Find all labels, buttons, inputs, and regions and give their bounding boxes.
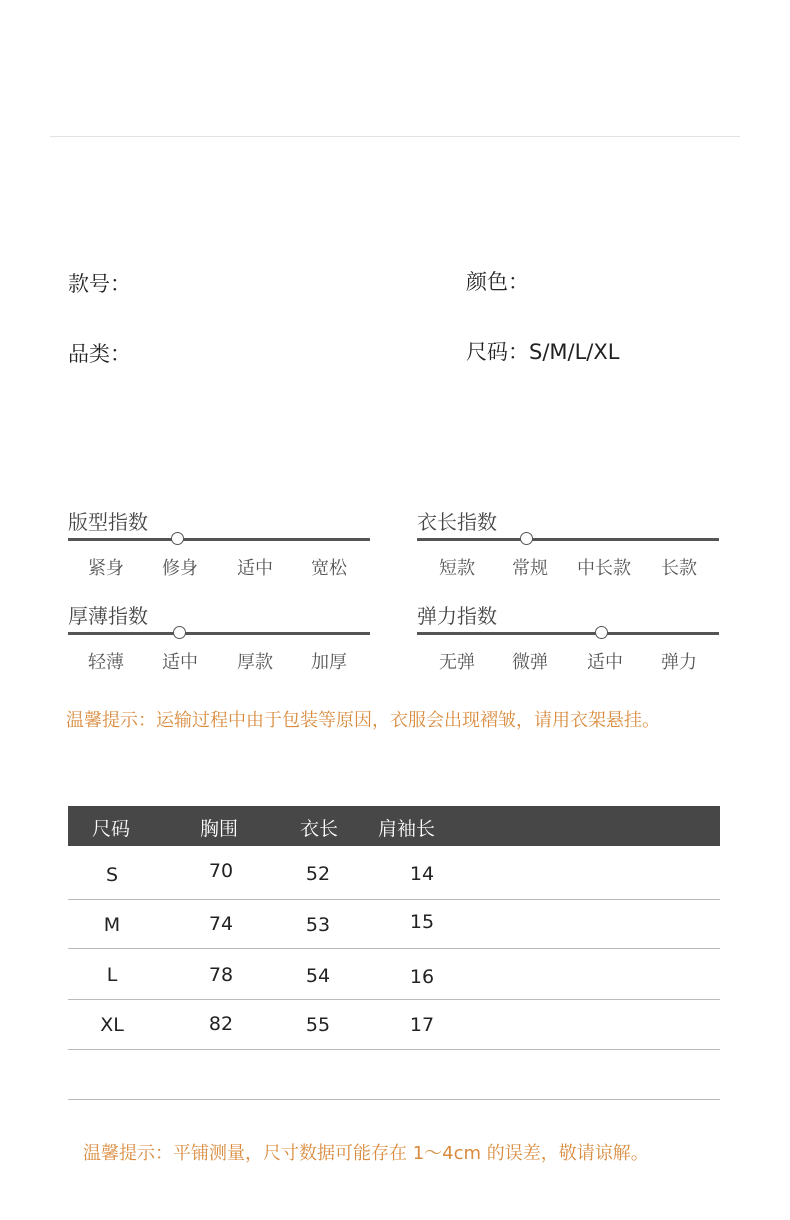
table-cell: 15 xyxy=(409,911,435,933)
fit-option: 宽松 xyxy=(311,558,347,579)
header-shoulder-sleeve: 肩袖长 xyxy=(378,818,436,840)
header-length: 衣长 xyxy=(300,818,339,840)
elasticity-option: 无弹 xyxy=(439,652,475,673)
length-index-track xyxy=(417,538,719,579)
fit-index-knob xyxy=(171,532,184,545)
fit-option: 紧身 xyxy=(88,558,124,579)
length-index-title: 衣长指数 xyxy=(417,510,497,534)
table-cell: XL xyxy=(100,1014,124,1036)
thickness-index xyxy=(68,600,370,680)
shipping-tip: 温馨提示：运输过程中由于包装等原因，衣服会出现褶皱，请用衣架悬挂。 xyxy=(66,710,660,731)
length-index-knob xyxy=(520,532,533,545)
fit-option: 修身 xyxy=(162,558,198,579)
table-cell: L xyxy=(106,964,118,986)
thickness-index-title: 厚薄指数 xyxy=(68,604,148,628)
row-divider xyxy=(68,948,720,949)
table-cell: 78 xyxy=(208,964,234,986)
row-divider xyxy=(68,899,720,900)
header-size: 尺码 xyxy=(92,818,131,840)
table-cell: S xyxy=(105,864,119,886)
table-cell: 14 xyxy=(409,863,435,885)
length-option: 常规 xyxy=(512,558,548,579)
elasticity-index-title: 弹力指数 xyxy=(417,604,497,628)
measurement-tip: 温馨提示：平铺测量，尺寸数据可能存在 1～4cm 的误差，敬请谅解。 xyxy=(83,1143,649,1164)
table-cell: M xyxy=(103,914,121,936)
top-divider xyxy=(50,136,740,137)
thickness-option: 轻薄 xyxy=(88,652,124,673)
elasticity-option: 微弹 xyxy=(512,652,548,673)
table-cell: 16 xyxy=(409,966,435,988)
length-index xyxy=(417,506,719,586)
size-table-header xyxy=(68,806,720,846)
fit-option: 适中 xyxy=(237,558,273,579)
thickness-option: 适中 xyxy=(162,652,198,673)
size-value: S/M/L/XL xyxy=(529,340,620,364)
elasticity-option: 适中 xyxy=(587,652,623,673)
fit-index xyxy=(68,506,370,586)
thickness-option: 厚款 xyxy=(237,652,273,673)
fit-index-title: 版型指数 xyxy=(68,510,148,534)
length-option: 短款 xyxy=(439,558,475,579)
thickness-index-knob xyxy=(173,626,186,639)
thickness-option: 加厚 xyxy=(311,652,347,673)
table-bottom-rule xyxy=(68,1099,720,1100)
table-cell: 54 xyxy=(305,965,331,987)
category-label: 品类： xyxy=(68,342,131,366)
thickness-index-track xyxy=(68,632,370,673)
size-label-text: 尺码： xyxy=(466,340,529,364)
table-cell: 55 xyxy=(305,1014,331,1036)
table-cell: 17 xyxy=(409,1014,435,1036)
length-option: 长款 xyxy=(661,558,697,579)
length-option: 中长款 xyxy=(577,558,631,579)
table-cell: 74 xyxy=(208,913,234,935)
elasticity-index-track xyxy=(417,632,719,673)
elasticity-index-knob xyxy=(595,626,608,639)
style-number-label: 款号： xyxy=(68,272,131,296)
table-cell: 53 xyxy=(305,914,331,936)
header-chest: 胸围 xyxy=(200,818,239,840)
table-cell: 52 xyxy=(305,863,331,885)
table-cell: 70 xyxy=(208,860,234,882)
elasticity-index xyxy=(417,600,719,680)
row-divider xyxy=(68,1049,720,1050)
table-cell: 82 xyxy=(208,1013,234,1035)
color-label: 颜色： xyxy=(466,270,529,294)
size-label xyxy=(466,336,619,366)
elasticity-option: 弹力 xyxy=(661,652,697,673)
row-divider xyxy=(68,999,720,1000)
fit-index-track xyxy=(68,538,370,579)
